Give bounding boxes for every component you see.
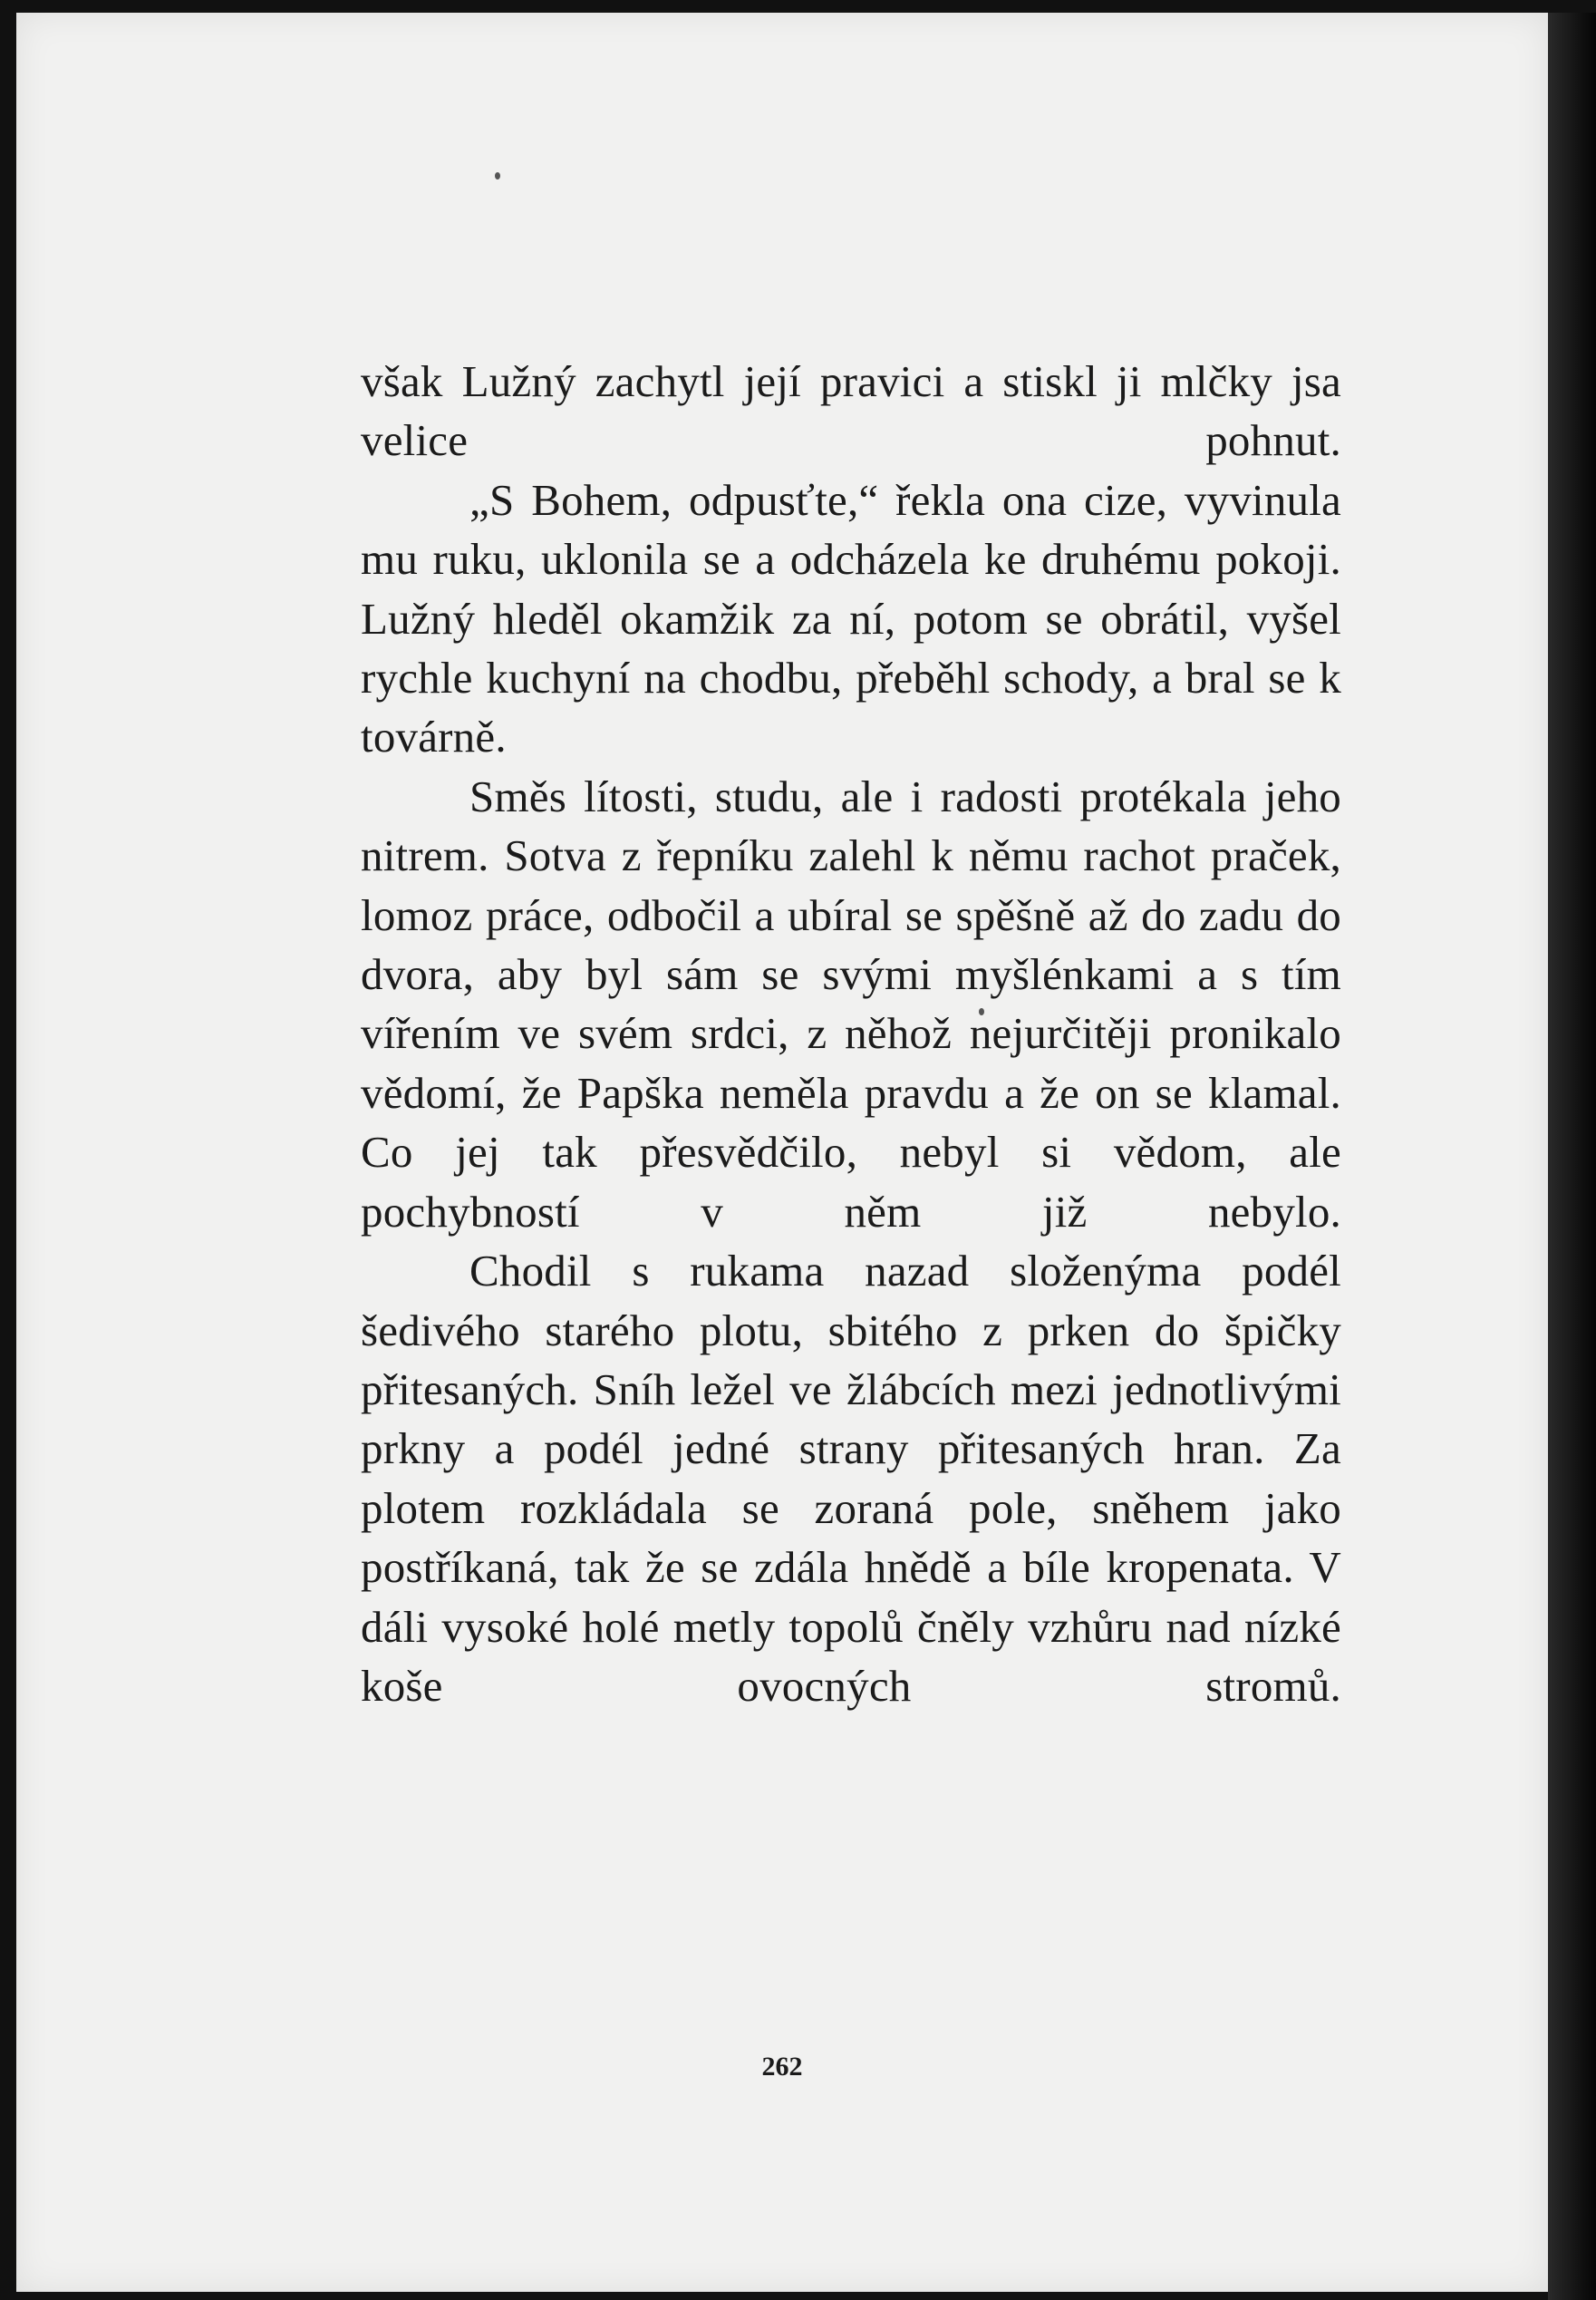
book-spine-edge — [1548, 13, 1596, 2300]
paragraph-2: „S Bohem, odpusťte,“ řekla ona cize, vyvinula mu ruku, uklonila se a odcházela ke druhému pokoji. Lužný hleděl okamžik za ní, potom se obrátil, vyšel rychle kuchyní na chodbu, přeběhl schody, a bral se k továrně. — [361, 474, 1341, 762]
paragraph-1: však Lužný zachytl její pravici a stiskl ji mlčky jsa velice pohnut. — [361, 356, 1341, 466]
paragraph-3: Směs lítosti, studu, ale i radosti protékala jeho nitrem. Sotva z řepníku zalehl k němu rachot praček, lomoz práce, odbočil a ubíral se spěšně až do zadu do dvora, aby byl sám se svými myšlénkami a s tím vířením ve svém srdci, z něhož nejurčitěji pronikalo vědomí, že Papška neměla pravdu a že on se klamal. Co jej tak přesvědčilo, nebyl si vědom, ale pochybností v něm již nebylo. — [361, 771, 1341, 1237]
paper-speck — [495, 172, 500, 180]
page-number: 262 — [761, 2052, 803, 2082]
body-text — [361, 352, 1341, 1715]
paragraph-4: Chodil s rukama nazad složenýma podél šedivého starého plotu, sbitého z prken do špičky přitesaných. Sníh ležel ve žlábcích mezi jednotlivými prkny a podél jedné strany přitesaných hran. Za plotem rozkládala se zoraná pole, sněhem jako postříkaná, tak že se zdála hnědě a bíle kropenata. V dáli vysoké holé metly topolů čněly vzhůru nad nízké koše ovocných stromů. — [361, 1246, 1341, 1711]
